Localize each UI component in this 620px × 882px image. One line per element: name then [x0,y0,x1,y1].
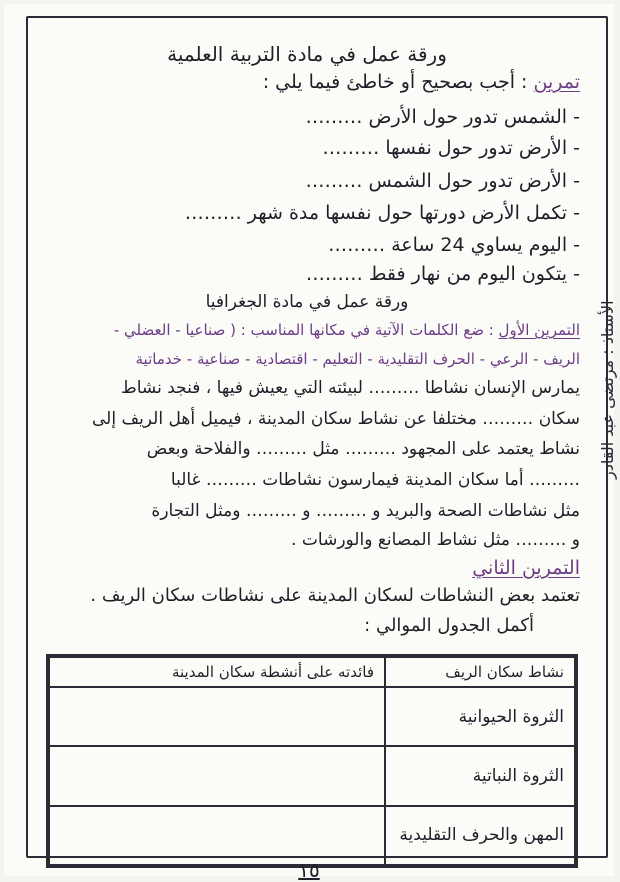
table-header-cell: نشاط سكان الريف [385,657,575,687]
table-header-cell: فائدته على أنشطة سكان المدينة [49,657,385,687]
table-cell: المهن والحرف التقليدية [385,806,575,865]
geography-title: ورقة عمل في مادة الجغرافيا [205,292,409,312]
science-item: - الأرض تدور حول الشمس ……… [305,170,580,192]
answer-cell[interactable] [49,746,385,805]
teacher-name-side-note: الأستاذ : مرتضى عبد القادر [598,300,617,479]
exercise2-line: تعتمد بعض النشاطات لسكان المدينة على نشاطات سكان الريف . [90,585,580,606]
table-row [49,746,575,805]
worksheet-page [4,4,614,882]
answer-cell[interactable] [49,806,385,865]
exercise2-line: أكمل الجدول الموالي : [364,615,534,636]
exercise1-paragraph-line: و ……… مثل نشاط المصانع والورشات . [291,530,580,550]
exercise2-heading: التمرين الثاني [472,557,580,579]
science-exercise-instruction: : أجب بصحيح أو خاطئ فيما يلي : [262,71,528,93]
exercise1-paragraph-line: يمارس الإنسان نشاطا ……… لبيئته التي يعيش فيها ، فنجد نشاط [121,378,580,398]
table-header-row [49,657,575,687]
science-title: ورقة عمل في مادة التربية العلمية [167,42,447,66]
exercise1-paragraph-line: مثل نشاطات الصحة والبريد و ……… و ……… ومثل التجارة [151,501,580,521]
page-number: ١٥ [298,858,320,882]
exercise1-instruction: : ضع الكلمات الآتية في مكانها المناسب : ( صناعيا - العضلي - [113,321,494,339]
answer-cell[interactable] [49,687,385,746]
table-cell: الثروة الحيوانية [385,687,575,746]
table-row [49,687,575,746]
science-item: - تكمل الأرض دورتها حول نفسها مدة شهر ……… [184,202,580,224]
activities-table [46,654,578,868]
science-item: - الشمس تدور حول الأرض ……… [305,106,580,128]
table-row [49,806,575,865]
science-item: - اليوم يساوي 24 ساعة ……… [328,234,580,256]
science-exercise-heading: تمرين [533,71,580,93]
science-item: - يتكون اليوم من نهار فقط ……… [305,263,580,285]
exercise1-word-bank: الريف - الرعي - الحرف التقليدية - التعليم - اقتصادية - صناعية - خدماتية [135,350,580,368]
exercise1-instruction-line [34,318,580,342]
science-instruction-line [34,70,580,94]
exercise1-paragraph-line: سكان ……… مختلفا عن نشاط سكان المدينة ، فيميل أهل الريف إلى [92,409,580,429]
exercise1-paragraph-line: نشاط يعتمد على المجهود ……… مثل ……… والفلاحة وبعض [146,439,580,459]
table-cell: الثروة النباتية [385,746,575,805]
exercise1-paragraph-line: ……… أما سكان المدينة فيمارسون نشاطات ……… غالبا [170,470,580,490]
exercise1-heading: التمرين الأول [498,321,580,339]
science-item: - الأرض تدور حول نفسها ……… [322,137,580,159]
